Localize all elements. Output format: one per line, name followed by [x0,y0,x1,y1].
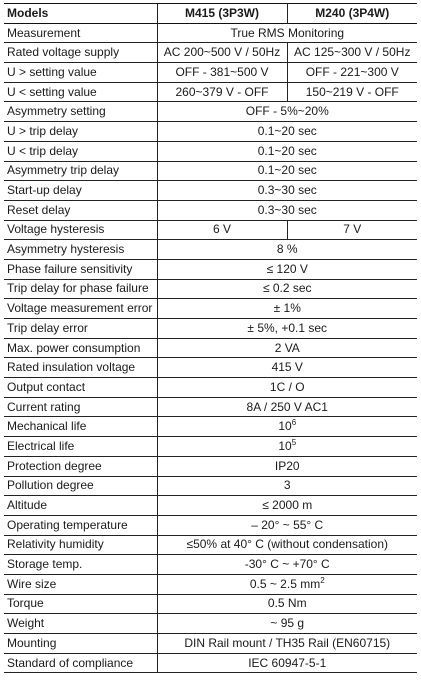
spec-label: U < trip delay [4,141,157,161]
spec-value [157,574,417,594]
spec-value [157,102,417,122]
specification-table [4,3,417,673]
spec-value-text: -30° C ~ +70° C [244,557,330,572]
spec-label: U > setting value [4,63,157,83]
spec-label: Phase failure sensitivity [4,259,157,279]
table-row [4,122,417,142]
specification-table-container [4,3,417,673]
table-row [4,161,417,181]
spec-value-m415: 6 V [157,220,287,240]
spec-label: Reset delay [4,200,157,220]
spec-value [157,614,417,634]
table-row [4,299,417,319]
table-row [4,634,417,654]
spec-value-text: 8A / 250 V AC1 [246,399,328,414]
spec-label: Current rating [4,397,157,417]
spec-value-text: 0.1~20 sec [257,143,317,158]
spec-value [157,319,417,339]
spec-value [157,496,417,516]
table-row [4,614,417,634]
spec-label: Relativity humidity [4,535,157,555]
table-header-row [4,4,417,24]
spec-value-text: 2 VA [274,340,300,355]
table-row [4,437,417,457]
header-m240: M240 (3P4W) [315,5,390,20]
spec-value [157,653,417,673]
table-row [4,82,417,102]
spec-label: Altitude [4,496,157,516]
spec-label: Pollution degree [4,476,157,496]
spec-value-text: 415 V [271,360,303,375]
spec-value [157,476,417,496]
table-row [4,181,417,201]
spec-value-text: ≤50% at 40° C (without condensation) [186,537,388,552]
spec-value-text: 0.1~20 sec [257,123,317,138]
spec-value [157,594,417,614]
spec-label: Trip delay error [4,319,157,339]
spec-value [157,299,417,319]
spec-value-text: – 20° ~ 55° C [251,517,324,532]
spec-value-text: ± 1% [273,301,301,316]
spec-value-m240: 7 V [343,222,362,237]
spec-label: Output contact [4,378,157,398]
spec-label: Measurement [4,23,157,43]
spec-label: Operating temperature [4,515,157,535]
spec-label: Voltage measurement error [4,299,157,319]
spec-value-text: DIN Rail mount / TH35 Rail (EN60715) [184,635,391,650]
spec-value-m240: 150~219 V - OFF [305,84,399,99]
table-row [4,358,417,378]
header-models: Models [4,4,157,24]
spec-value-text: ≤ 2000 m [262,498,313,513]
spec-value-text: OFF - 5%~20% [245,104,329,119]
spec-label: Voltage hysteresis [4,220,157,240]
spec-label: Trip delay for phase failure [4,279,157,299]
spec-value [157,417,417,437]
spec-value-m415: 260~379 V - OFF [157,82,287,102]
spec-value-text: 8 % [276,242,298,257]
spec-value-superscript: 5 [291,437,297,447]
spec-label: Rated voltage supply [4,43,157,63]
spec-value-m240: OFF - 221~300 V [305,64,399,79]
spec-value [157,535,417,555]
table-row [4,397,417,417]
spec-value-text: 3 [283,478,291,493]
table-row [4,259,417,279]
spec-value [157,181,417,201]
spec-value-text: ± 5%, +0.1 sec [247,320,328,335]
spec-label: Rated insulation voltage [4,358,157,378]
table-row [4,240,417,260]
table-row [4,594,417,614]
spec-value [157,23,417,43]
table-row [4,653,417,673]
spec-value-text: ~ 95 g [270,616,305,631]
spec-label: Weight [4,614,157,634]
table-row [4,319,417,339]
spec-label: Torque [4,594,157,614]
spec-value-text: 0.5 Nm [267,596,307,611]
table-row [4,555,417,575]
spec-label: U < setting value [4,82,157,102]
spec-value [157,456,417,476]
table-row [4,456,417,476]
spec-value [157,397,417,417]
spec-value [157,634,417,654]
spec-value-text: ≤ 0.2 sec [262,281,312,296]
table-row [4,43,417,63]
table-row [4,220,417,240]
specification-rows [4,23,417,673]
spec-value [157,161,417,181]
spec-value [157,515,417,535]
spec-value-text: ≤ 120 V [266,261,308,276]
spec-value-superscript: 6 [291,418,297,428]
table-row [4,23,417,43]
spec-value-text: IP20 [274,458,300,473]
spec-label: Mounting [4,634,157,654]
spec-value-text: 0.5 ~ 2.5 mm [249,576,321,591]
table-row [4,63,417,83]
spec-value-text: 10 [278,438,292,453]
spec-label: Wire size [4,574,157,594]
spec-value [157,437,417,457]
table-row [4,496,417,516]
spec-value-superscript: 2 [320,575,325,585]
table-row [4,476,417,496]
spec-value [157,378,417,398]
spec-label: Standard of compliance [4,653,157,673]
spec-value [157,279,417,299]
spec-label: U > trip delay [4,122,157,142]
table-row [4,141,417,161]
spec-value-text: IEC 60947-5-1 [248,655,327,670]
spec-value [157,555,417,575]
spec-value-text: 0.3~30 sec [257,183,317,198]
table-row [4,102,417,122]
spec-label: Storage temp. [4,555,157,575]
spec-value [157,122,417,142]
spec-label: Electrical life [4,437,157,457]
spec-label: Start-up delay [4,181,157,201]
table-row [4,279,417,299]
spec-value [157,259,417,279]
spec-value-m415: OFF - 381~500 V [157,63,287,83]
spec-value-text: True RMS Monitoring [230,25,345,40]
table-row [4,200,417,220]
spec-value-text: 0.3~30 sec [257,202,317,217]
spec-value [157,200,417,220]
spec-label: Mechanical life [4,417,157,437]
table-row [4,338,417,358]
spec-label: Asymmetry hysteresis [4,240,157,260]
spec-value [157,338,417,358]
spec-value-m415: AC 200~500 V / 50Hz [157,43,287,63]
table-row [4,515,417,535]
spec-label: Protection degree [4,456,157,476]
spec-value [157,358,417,378]
spec-value-text: 10 [278,419,292,434]
header-m415: M415 (3P3W) [157,4,287,24]
table-row [4,378,417,398]
spec-label: Asymmetry trip delay [4,161,157,181]
spec-value [157,141,417,161]
table-row [4,574,417,594]
spec-label: Asymmetry setting [4,102,157,122]
spec-label: Max. power consumption [4,338,157,358]
table-row [4,417,417,437]
spec-value-text: 1C / O [269,379,305,394]
table-row [4,535,417,555]
spec-value-text: 0.1~20 sec [257,163,317,178]
spec-value-m240: AC 125~300 V / 50Hz [294,45,411,60]
spec-value [157,240,417,260]
